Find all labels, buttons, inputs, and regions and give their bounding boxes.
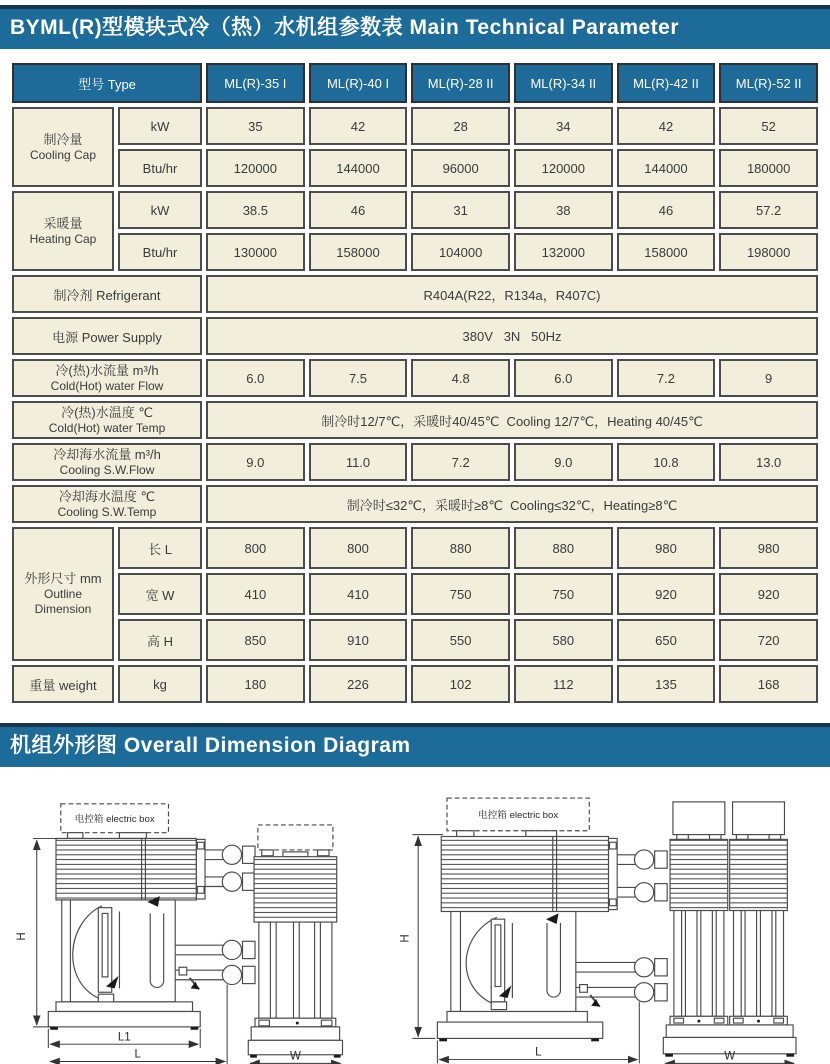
value-cell: 910 bbox=[309, 619, 408, 661]
label-zh: 冷却海水流量 m³/h bbox=[53, 446, 161, 462]
value-cell: 9.0 bbox=[206, 443, 305, 481]
water-flow-label bbox=[12, 359, 202, 397]
value-cell: 112 bbox=[514, 665, 613, 703]
unit-cell: 长 L bbox=[118, 527, 202, 569]
table-row bbox=[12, 107, 818, 145]
label-en: Cooling S.W.Flow bbox=[59, 462, 155, 477]
value-cell: 180 bbox=[206, 665, 305, 703]
dimension-l-label: L bbox=[134, 1048, 141, 1061]
value-cell: 580 bbox=[514, 619, 613, 661]
table-row bbox=[12, 359, 818, 397]
value-cell: 9.0 bbox=[514, 443, 613, 481]
sw-temp-label bbox=[12, 485, 202, 523]
value-cell: 31 bbox=[411, 191, 510, 229]
value-cell: 34 bbox=[514, 107, 613, 145]
diagram-title-banner bbox=[0, 723, 830, 767]
cooling-cap-label bbox=[12, 107, 114, 187]
table-header-model-1: ML(R)-35 I bbox=[206, 63, 305, 103]
weight-label: 重量 weight bbox=[12, 665, 114, 703]
unit-cell: Btu/hr bbox=[118, 233, 202, 271]
label-en: Cold(Hot) water Temp bbox=[48, 420, 166, 435]
value-cell: 38.5 bbox=[206, 191, 305, 229]
value-cell: 920 bbox=[719, 573, 818, 615]
dimension-l1-label: L1 bbox=[117, 1031, 131, 1044]
value-cell: 102 bbox=[411, 665, 510, 703]
main-title-banner bbox=[0, 5, 830, 49]
dimension-w-label: W bbox=[289, 1050, 301, 1063]
table-row bbox=[12, 619, 818, 661]
diagram-section-title: 机组外形图 Overall Dimension Diagram bbox=[10, 734, 411, 757]
value-cell: 120000 bbox=[514, 149, 613, 187]
value-cell: 800 bbox=[206, 527, 305, 569]
label-en: Outline Dimension bbox=[34, 587, 92, 616]
value-cell: 11.0 bbox=[309, 443, 408, 481]
unit-type1-drawing bbox=[6, 773, 371, 1064]
table-header-model-3: ML(R)-28 II bbox=[411, 63, 510, 103]
heating-cap-label bbox=[12, 191, 114, 271]
value-cell: 9 bbox=[719, 359, 818, 397]
value-cell: 650 bbox=[617, 619, 716, 661]
value-cell: 96000 bbox=[411, 149, 510, 187]
refrigerant-label: 制冷剂 Refrigerant bbox=[12, 275, 202, 313]
label-zh: 冷(热)水流量 m³/h bbox=[55, 362, 159, 378]
value-cell: 158000 bbox=[617, 233, 716, 271]
electric-box-label: 电控箱 electric box bbox=[74, 814, 155, 826]
electric-box-label: 电控箱 electric box bbox=[478, 810, 559, 822]
table-row bbox=[12, 443, 818, 481]
table-row bbox=[12, 191, 818, 229]
value-cell: 158000 bbox=[309, 233, 408, 271]
value-cell: 980 bbox=[719, 527, 818, 569]
value-cell: 144000 bbox=[617, 149, 716, 187]
front-view bbox=[48, 804, 255, 1030]
page-title: BYML(R)型模块式冷（热）水机组参数表 Main Technical Parameter bbox=[10, 16, 680, 39]
value-cell: 13.0 bbox=[719, 443, 818, 481]
label-zh: 采暖量 bbox=[43, 215, 83, 231]
unit-cell: 宽 W bbox=[118, 573, 202, 615]
front-view bbox=[438, 798, 668, 1041]
table-row bbox=[12, 485, 818, 523]
value-cell: 46 bbox=[617, 191, 716, 229]
value-cell: 120000 bbox=[206, 149, 305, 187]
value-cell: 980 bbox=[617, 527, 716, 569]
unit-cell: kg bbox=[118, 665, 202, 703]
value-cell: 132000 bbox=[514, 233, 613, 271]
label-zh: 冷却海水温度 ℃ bbox=[58, 488, 156, 504]
table-header-model-5: ML(R)-42 II bbox=[617, 63, 716, 103]
label-en: Cooling S.W.Temp bbox=[57, 504, 157, 519]
label-zh: 制冷量 bbox=[43, 131, 83, 147]
sw-temp-value: 制冷时≤32℃，采暖时≥8℃ Cooling≤32℃，Heating≥8℃ bbox=[206, 485, 818, 523]
value-cell: 4.8 bbox=[411, 359, 510, 397]
value-cell: 104000 bbox=[411, 233, 510, 271]
dimension-h-label: H bbox=[16, 932, 29, 941]
table-header-row bbox=[12, 63, 818, 103]
value-cell: 920 bbox=[617, 573, 716, 615]
value-cell: 6.0 bbox=[206, 359, 305, 397]
side-view bbox=[248, 825, 342, 1058]
value-cell: 7.5 bbox=[309, 359, 408, 397]
value-cell: 35 bbox=[206, 107, 305, 145]
power-supply-value: 380V 3N 50Hz bbox=[206, 317, 818, 355]
water-temp-label bbox=[12, 401, 202, 439]
dimension-l-label: L bbox=[535, 1046, 542, 1059]
dimension-h-label: H bbox=[399, 934, 412, 943]
parameters-table bbox=[8, 59, 822, 707]
value-cell: 880 bbox=[514, 527, 613, 569]
label-zh: 外形尺寸 mm bbox=[24, 571, 102, 586]
sw-flow-label bbox=[12, 443, 202, 481]
table-row bbox=[12, 233, 818, 271]
unit-cell: 高 H bbox=[118, 619, 202, 661]
label-en: Cold(Hot) water Flow bbox=[50, 378, 164, 393]
value-cell: 550 bbox=[411, 619, 510, 661]
value-cell: 750 bbox=[514, 573, 613, 615]
value-cell: 6.0 bbox=[514, 359, 613, 397]
value-cell: 144000 bbox=[309, 149, 408, 187]
refrigerant-value: R404A(R22，R134a，R407C) bbox=[206, 275, 818, 313]
table-row bbox=[12, 317, 818, 355]
value-cell: 198000 bbox=[719, 233, 818, 271]
value-cell: 226 bbox=[309, 665, 408, 703]
table-row bbox=[12, 573, 818, 615]
value-cell: 720 bbox=[719, 619, 818, 661]
value-cell: 10.8 bbox=[617, 443, 716, 481]
table-row bbox=[12, 149, 818, 187]
value-cell: 42 bbox=[617, 107, 716, 145]
value-cell: 28 bbox=[411, 107, 510, 145]
dimension-w-label: W bbox=[724, 1050, 736, 1063]
outline-dimension-label bbox=[12, 527, 114, 661]
table-header-type: 型号 Type bbox=[12, 63, 202, 103]
dimension-diagrams bbox=[0, 767, 830, 1064]
value-cell: 410 bbox=[206, 573, 305, 615]
table-row bbox=[12, 527, 818, 569]
value-cell: 52 bbox=[719, 107, 818, 145]
value-cell: 880 bbox=[411, 527, 510, 569]
value-cell: 135 bbox=[617, 665, 716, 703]
table-header-model-6: ML(R)-52 II bbox=[719, 63, 818, 103]
table-row bbox=[12, 401, 818, 439]
water-temp-value: 制冷时12/7℃，采暖时40/45℃ Cooling 12/7℃，Heating 40/45℃ bbox=[206, 401, 818, 439]
value-cell: 750 bbox=[411, 573, 510, 615]
value-cell: 800 bbox=[309, 527, 408, 569]
value-cell: 57.2 bbox=[719, 191, 818, 229]
label-en: Heating Cap bbox=[29, 231, 97, 246]
value-cell: 180000 bbox=[719, 149, 818, 187]
table-header-model-4: ML(R)-34 II bbox=[514, 63, 613, 103]
unit-cell: kW bbox=[118, 107, 202, 145]
table-row bbox=[12, 665, 818, 703]
label-zh: 冷(热)水温度 ℃ bbox=[61, 404, 153, 420]
table-header-model-2: ML(R)-40 I bbox=[309, 63, 408, 103]
unit-cell: kW bbox=[118, 191, 202, 229]
value-cell: 410 bbox=[309, 573, 408, 615]
table-row bbox=[12, 275, 818, 313]
power-supply-label: 电源 Power Supply bbox=[12, 317, 202, 355]
value-cell: 38 bbox=[514, 191, 613, 229]
value-cell: 850 bbox=[206, 619, 305, 661]
unit-type2-drawing bbox=[397, 773, 830, 1064]
value-cell: 46 bbox=[309, 191, 408, 229]
value-cell: 7.2 bbox=[411, 443, 510, 481]
label-en: Cooling Cap bbox=[29, 147, 97, 162]
unit-cell: Btu/hr bbox=[118, 149, 202, 187]
side-view-two-towers bbox=[664, 802, 797, 1057]
value-cell: 42 bbox=[309, 107, 408, 145]
value-cell: 130000 bbox=[206, 233, 305, 271]
value-cell: 168 bbox=[719, 665, 818, 703]
value-cell: 7.2 bbox=[617, 359, 716, 397]
